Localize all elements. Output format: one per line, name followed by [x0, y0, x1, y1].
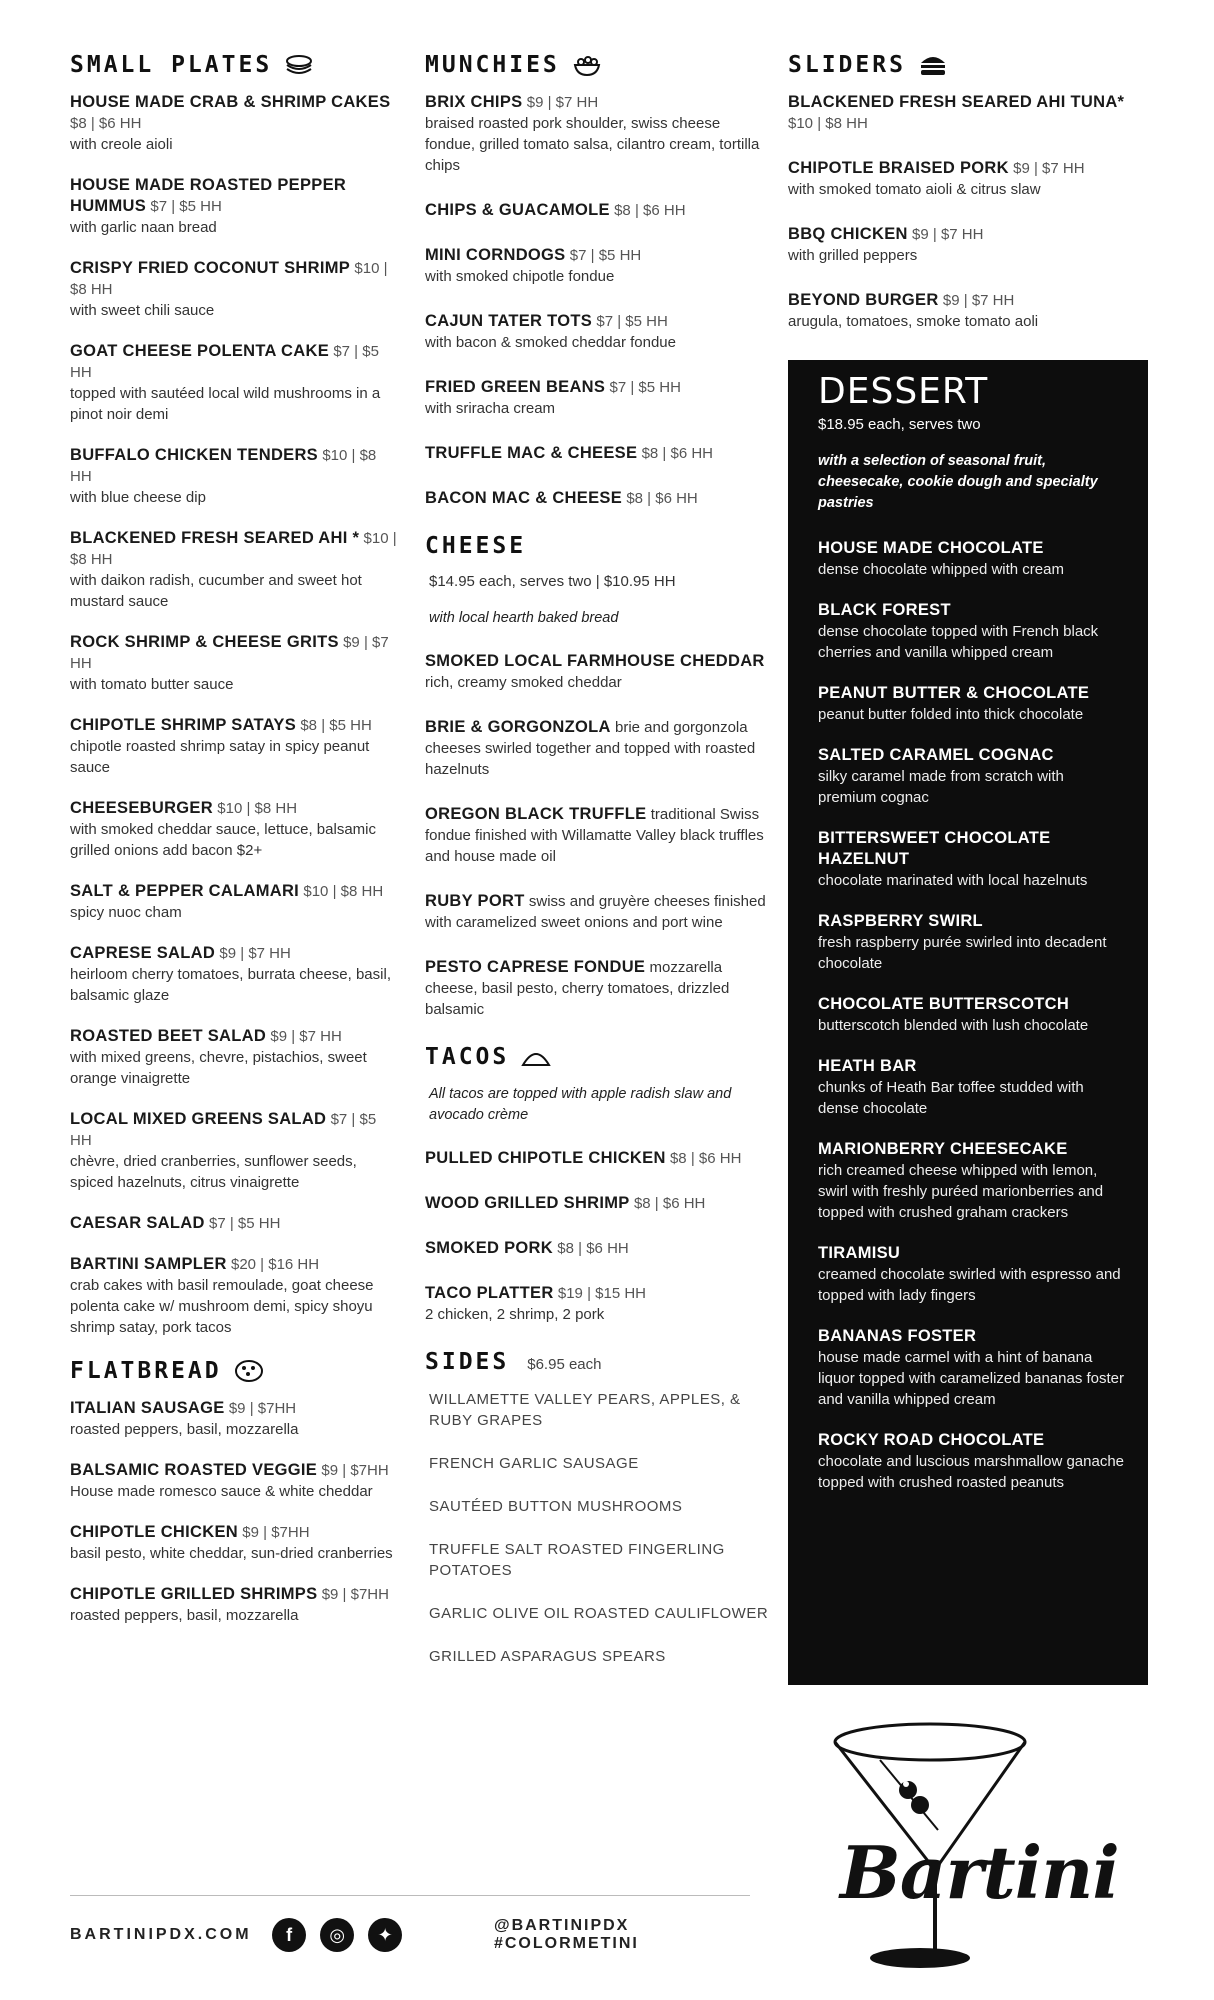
item-description: with grilled peppers [788, 247, 918, 264]
item-description: traditional Swiss fondue finished with Willamatte Valley black truffles and house made oil [425, 806, 764, 865]
item-description: roasted peppers, basil, mozzarella [70, 1421, 299, 1438]
menu-item [70, 445, 400, 508]
item-name: HOUSE MADE CHOCOLATE [818, 539, 1044, 557]
item-description: with sweet chili sauce [70, 302, 215, 319]
menu-item [818, 911, 1124, 974]
item-name: BRIX CHIPS [425, 93, 523, 111]
item-description: with mixed greens, chevre, pistachios, sweet orange vinaigrette [70, 1049, 367, 1087]
item-price: $7 | $5 HH [150, 198, 222, 215]
menu-item [425, 651, 770, 693]
menu-item [425, 1193, 770, 1214]
item-price: $9 | $7HH [321, 1586, 389, 1603]
bartini-logo [820, 1720, 1150, 1980]
item-name: BITTERSWEET CHOCOLATE HAZELNUT [818, 829, 1051, 868]
menu-item [425, 957, 770, 1020]
item-description: rich, creamy smoked cheddar [425, 674, 622, 691]
item-description: brie and gorgonzola cheeses swirled together and topped with roasted hazelnuts [425, 719, 756, 778]
item-price: $8 | $6 HH [70, 115, 142, 132]
item-price: $7 | $5 HH [70, 343, 379, 381]
menu-item [425, 311, 770, 353]
item-name: LOCAL MIXED GREENS SALAD [70, 1110, 327, 1128]
menu-item [818, 745, 1124, 808]
item-description: braised roasted pork shoulder, swiss cheese fondue, grilled tomato salsa, cilantro cream, tortilla chips [425, 115, 760, 174]
item-name: CHIPOTLE BRAISED PORK [788, 159, 1009, 177]
item-name: CHIPS & GUACAMOLE [425, 201, 610, 219]
item-price: $9 | $7 HH [219, 945, 291, 962]
menu-item [70, 1398, 400, 1440]
item-description: house made carmel with a hint of banana liquor topped with caramelized bananas foster and vanilla whipped cream [818, 1349, 1125, 1408]
menu-item [818, 1326, 1124, 1410]
menu-item [70, 798, 400, 861]
item-name: BUFFALO CHICKEN TENDERS [70, 446, 318, 464]
menu-item [70, 881, 400, 923]
item-name: CHOCOLATE BUTTERSCOTCH [818, 995, 1070, 1013]
menu-item [70, 1026, 400, 1089]
item-name: PULLED CHIPOTLE CHICKEN [425, 1149, 666, 1167]
munchies-list [425, 92, 770, 509]
menu-item [425, 245, 770, 287]
item-name: MINI CORNDOGS [425, 246, 566, 264]
tacos-heading [425, 1044, 770, 1070]
item-name: CHIPOTLE CHICKEN [70, 1523, 238, 1541]
item-price: $10 | $8 HH [70, 530, 397, 568]
item-name: TIRAMISU [818, 1244, 901, 1262]
item-name: BRIE & GORGONZOLA [425, 718, 611, 736]
item-description: with sriracha cream [425, 400, 556, 417]
menu-item [70, 341, 400, 425]
menu-item [818, 538, 1124, 580]
item-name: CHIPOTLE GRILLED SHRIMPS [70, 1585, 318, 1603]
item-name: BARTINI SAMPLER [70, 1255, 227, 1273]
item-name: CHEESEBURGER [70, 799, 213, 817]
menu-item [425, 1148, 770, 1169]
item-name: PESTO CAPRESE FONDUE [425, 958, 646, 976]
item-description: creamed chocolate swirled with espresso and topped with lady fingers [818, 1266, 1121, 1304]
item-description: with smoked cheddar sauce, lettuce, balsamic grilled onions add bacon $2+ [70, 821, 376, 859]
menu-item [70, 632, 400, 695]
item-description: butterscotch blended with lush chocolate [818, 1017, 1089, 1034]
item-name: ROCKY ROAD CHOCOLATE [818, 1431, 1045, 1449]
item-name: CRISPY FRIED COCONUT SHRIMP [70, 259, 351, 277]
menu-item [70, 1254, 400, 1338]
item-description: with tomato butter sauce [70, 676, 234, 693]
item-price: $8 | $6 HH [557, 1240, 629, 1257]
taco-icon [521, 1045, 551, 1069]
menu-item [70, 1460, 400, 1502]
menu-item [818, 828, 1124, 891]
item-name: TRUFFLE MAC & CHEESE [425, 444, 638, 462]
item-description: peanut butter folded into thick chocolate [818, 706, 1084, 723]
item-name: OREGON BLACK TRUFFLE [425, 805, 647, 823]
pizza-icon [234, 1359, 264, 1383]
item-description: arugula, tomatoes, smoke tomato aoli [788, 313, 1039, 330]
item-description: with creole aioli [70, 136, 173, 153]
item-price: $8 | $6 HH [633, 1195, 706, 1212]
item-price: $9 | $7 HH [70, 634, 389, 672]
menu-item [425, 804, 770, 867]
item-description: dense chocolate topped with French black cherries and vanilla whipped cream [818, 623, 1099, 661]
sides-title: SIDES [425, 1349, 510, 1375]
menu-item [818, 683, 1124, 725]
item-name: PEANUT BUTTER & CHOCOLATE [818, 684, 1090, 702]
item-description: with daikon radish, cucumber and sweet hot mustard sauce [70, 572, 362, 610]
logo-wordmark: Bartini [840, 1830, 1119, 1915]
item-price: $7 | $5 HH [70, 1111, 377, 1149]
item-name: BALSAMIC ROASTED VEGGIE [70, 1461, 318, 1479]
menu-item [818, 1056, 1124, 1119]
small-plates-heading [70, 52, 400, 78]
side-item: SAUTÉED BUTTON MUSHROOMS [429, 1498, 683, 1515]
item-price: $8 | $6 HH [626, 490, 698, 507]
instagram-icon[interactable]: ◎ [320, 1918, 354, 1952]
menu-item [70, 258, 400, 321]
item-description: with smoked tomato aioli & citrus slaw [788, 181, 1041, 198]
item-description: swiss and gruyère cheeses finished with caramelized sweet onions and port wine [425, 893, 766, 931]
menu-item [70, 943, 400, 1006]
sliders-heading [788, 52, 1148, 78]
sides-heading [425, 1349, 770, 1375]
item-name: BLACKENED FRESH SEARED AHI * [70, 529, 360, 547]
flatbread-list [70, 1398, 400, 1626]
twitter-icon[interactable]: ✦ [368, 1918, 402, 1952]
column-right [788, 52, 1148, 356]
cheese-title: CHEESE [425, 533, 527, 559]
menu-item [70, 1109, 400, 1193]
burger-icon [918, 53, 948, 77]
item-name: BEYOND BURGER [788, 291, 939, 309]
item-name: SMOKED LOCAL FARMHOUSE CHEDDAR [425, 652, 765, 670]
menu-item [425, 377, 770, 419]
social-handle: @BARTINIPDX #COLORMETINI [493, 1917, 639, 1952]
menu-item [70, 715, 400, 778]
menu-item [788, 92, 1148, 134]
flatbread-title: FLATBREAD [70, 1358, 222, 1384]
item-description: fresh raspberry purée swirled into decadent chocolate [818, 934, 1107, 972]
item-name: HOUSE MADE CRAB & SHRIMP CAKES [70, 93, 391, 111]
menu-item [818, 994, 1124, 1036]
item-price: $7 | $5 HH [596, 313, 668, 330]
snack-bowl-icon [572, 53, 602, 77]
item-description: with blue cheese dip [70, 489, 206, 506]
menu-item [70, 1213, 400, 1234]
item-name: TACO PLATTER [425, 1284, 554, 1302]
item-description: roasted peppers, basil, mozzarella [70, 1607, 299, 1624]
item-description: rich creamed cheese whipped with lemon, swirl with freshly puréed marionberries and topped with crushed graham crackers [818, 1162, 1104, 1221]
item-name: BLACKENED FRESH SEARED AHI TUNA* [788, 93, 1125, 111]
item-price: $7 | $5 HH [569, 247, 642, 264]
item-name: CAJUN TATER TOTS [425, 312, 593, 330]
item-price: $7 | $5 HH [609, 379, 681, 396]
side-item: WILLAMETTE VALLEY PEARS, APPLES, & RUBY GRAPES [429, 1391, 741, 1429]
item-name: MARIONBERRY CHEESECAKE [818, 1140, 1068, 1158]
item-name: BBQ CHICKEN [788, 225, 908, 243]
menu-item [788, 224, 1148, 266]
item-description: topped with sautéed local wild mushrooms in a pinot noir demi [70, 385, 381, 423]
menu-item [818, 1243, 1124, 1306]
facebook-icon[interactable]: f [272, 1918, 306, 1952]
menu-item [818, 1430, 1124, 1493]
small-plates-title: SMALL PLATES [70, 52, 273, 78]
side-item: FRENCH GARLIC SAUSAGE [429, 1455, 639, 1472]
item-name: BACON MAC & CHEESE [425, 489, 622, 507]
menu-item [425, 717, 770, 780]
item-name: ROASTED BEET SALAD [70, 1027, 267, 1045]
cheese-price-note: $14.95 each, serves two | $10.95 HH [429, 573, 676, 590]
item-price: $9 | $7HH [242, 1524, 310, 1541]
item-description: with smoked chipotle fondue [425, 268, 615, 285]
item-price: $9 | $7HH [321, 1462, 389, 1479]
item-name: ITALIAN SAUSAGE [70, 1399, 225, 1417]
item-price: $7 | $5 HH [209, 1215, 281, 1232]
item-name: HEATH BAR [818, 1057, 917, 1075]
menu-item [425, 1238, 770, 1259]
item-name: CAESAR SALAD [70, 1214, 205, 1232]
item-price: $10 | $8 HH [303, 883, 384, 900]
footer-divider [70, 1895, 750, 1896]
item-description: with bacon & smoked cheddar fondue [425, 334, 676, 351]
menu-item [425, 92, 770, 176]
menu-item [70, 528, 400, 612]
item-name: BLACK FOREST [818, 601, 951, 619]
item-description: spicy nuoc cham [70, 904, 182, 921]
item-price: $10 | $8 HH [788, 115, 868, 132]
item-description: chocolate marinated with local hazelnuts [818, 872, 1088, 889]
menu-item [788, 290, 1148, 332]
item-name: HOUSE MADE ROASTED PEPPER HUMMUS [70, 176, 347, 215]
item-description: House made romesco sauce & white cheddar [70, 1483, 373, 1500]
item-price: $9 | $7 HH [270, 1028, 342, 1045]
item-description: with garlic naan bread [70, 219, 217, 236]
item-name: WOOD GRILLED SHRIMP [425, 1194, 630, 1212]
side-item: GARLIC OLIVE OIL ROASTED CAULIFLOWER [429, 1605, 769, 1622]
menu-item [818, 600, 1124, 663]
item-description: silky caramel made from scratch with premium cognac [818, 768, 1064, 806]
menu-item [70, 92, 400, 155]
menu-item [818, 1139, 1124, 1223]
item-name: BANANAS FOSTER [818, 1327, 977, 1345]
item-description: chipotle roasted shrimp satay in spicy peanut sauce [70, 738, 370, 776]
sliders-title: SLIDERS [788, 52, 906, 78]
item-description: heirloom cherry tomatoes, burrata cheese, basil, balsamic glaze [70, 966, 391, 1004]
menu-item [425, 443, 770, 464]
menu-item [70, 1522, 400, 1564]
item-description: chèvre, dried cranberries, sunflower seeds, spiced hazelnuts, citrus vinaigrette [70, 1153, 357, 1191]
item-name: CHIPOTLE SHRIMP SATAYS [70, 716, 297, 734]
tacos-note: All tacos are topped with apple radish slaw and avocado crème [429, 1086, 732, 1123]
item-price: $8 | $5 HH [300, 717, 372, 734]
plate-stack-icon [284, 53, 314, 77]
sides-price: $6.95 each [527, 1356, 602, 1373]
item-description: basil pesto, white cheddar, sun-dried cranberries [70, 1545, 393, 1562]
menu-item [425, 488, 770, 509]
item-price: $10 | $8 HH [70, 260, 388, 298]
dessert-list [818, 538, 1124, 1493]
menu-item [425, 200, 770, 221]
item-name: RUBY PORT [425, 892, 525, 910]
menu-item [425, 1283, 770, 1325]
item-price: $9 | $7 HH [1013, 160, 1085, 177]
item-price: $9 | $7 HH [526, 94, 599, 111]
menu-item [788, 158, 1148, 200]
item-price: $9 | $7HH [228, 1400, 297, 1417]
sliders-list [788, 92, 1148, 332]
munchies-heading [425, 52, 770, 78]
item-price: $10 | $8 HH [70, 447, 377, 485]
munchies-title: MUNCHIES [425, 52, 560, 78]
item-price: $19 | $15 HH [557, 1285, 646, 1302]
footer [70, 1915, 770, 1955]
small-plates-list [70, 92, 400, 1338]
dessert-panel [788, 360, 1148, 1685]
item-name: RASPBERRY SWIRL [818, 912, 983, 930]
tacos-list [425, 1148, 770, 1325]
item-name: CAPRESE SALAD [70, 944, 216, 962]
tacos-title: TACOS [425, 1044, 510, 1070]
menu-item [70, 1584, 400, 1626]
item-description: chunks of Heath Bar toffee studded with dense chocolate [818, 1079, 1084, 1117]
dessert-title: DESSERT [818, 371, 989, 412]
item-description: crab cakes with basil remoulade, goat cheese polenta cake w/ mushroom demi, spicy shoyu shrimp satay, pork tacos [70, 1277, 374, 1336]
cheese-list [425, 651, 770, 1020]
website-link[interactable]: BARTINIPDX.COM [70, 1926, 252, 1943]
item-description: 2 chicken, 2 shrimp, 2 pork [425, 1306, 605, 1323]
item-name: SALT & PEPPER CALAMARI [70, 882, 300, 900]
item-price: $8 | $6 HH [641, 445, 713, 462]
cheese-bread-note: with local hearth baked bread [429, 610, 619, 626]
menu-item [70, 175, 400, 238]
cheese-heading [425, 533, 770, 559]
column-left [70, 52, 400, 1646]
item-price: $8 | $6 HH [669, 1150, 742, 1167]
item-name: SMOKED PORK [425, 1239, 553, 1257]
item-name: ROCK SHRIMP & CHEESE GRITS [70, 633, 339, 651]
item-price: $8 | $6 HH [614, 202, 686, 219]
item-description: chocolate and luscious marshmallow ganache topped with crushed roasted peanuts [818, 1453, 1125, 1491]
item-price: $20 | $16 HH [230, 1256, 320, 1273]
dessert-note: with a selection of seasonal fruit, cheesecake, cookie dough and specialty pastries [818, 453, 1098, 511]
item-price: $9 | $7 HH [912, 226, 984, 243]
item-name: GOAT CHEESE POLENTA CAKE [70, 342, 329, 360]
side-item: TRUFFLE SALT ROASTED FINGERLING POTATOES [429, 1541, 725, 1579]
flatbread-heading [70, 1358, 400, 1384]
item-price: $10 | $8 HH [217, 800, 298, 817]
menu-item [425, 891, 770, 933]
item-description: mozzarella cheese, basil pesto, cherry tomatoes, drizzled balsamic [425, 959, 730, 1018]
item-name: FRIED GREEN BEANS [425, 378, 606, 396]
dessert-price-note: $18.95 each, serves two [818, 416, 981, 433]
sides-list [425, 1389, 770, 1667]
column-middle [425, 52, 770, 1689]
item-name: SALTED CARAMEL COGNAC [818, 746, 1054, 764]
side-item: GRILLED ASPARAGUS SPEARS [429, 1648, 666, 1665]
item-price: $9 | $7 HH [942, 292, 1015, 309]
social-links [272, 1918, 484, 1952]
item-description: dense chocolate whipped with cream [818, 561, 1064, 578]
